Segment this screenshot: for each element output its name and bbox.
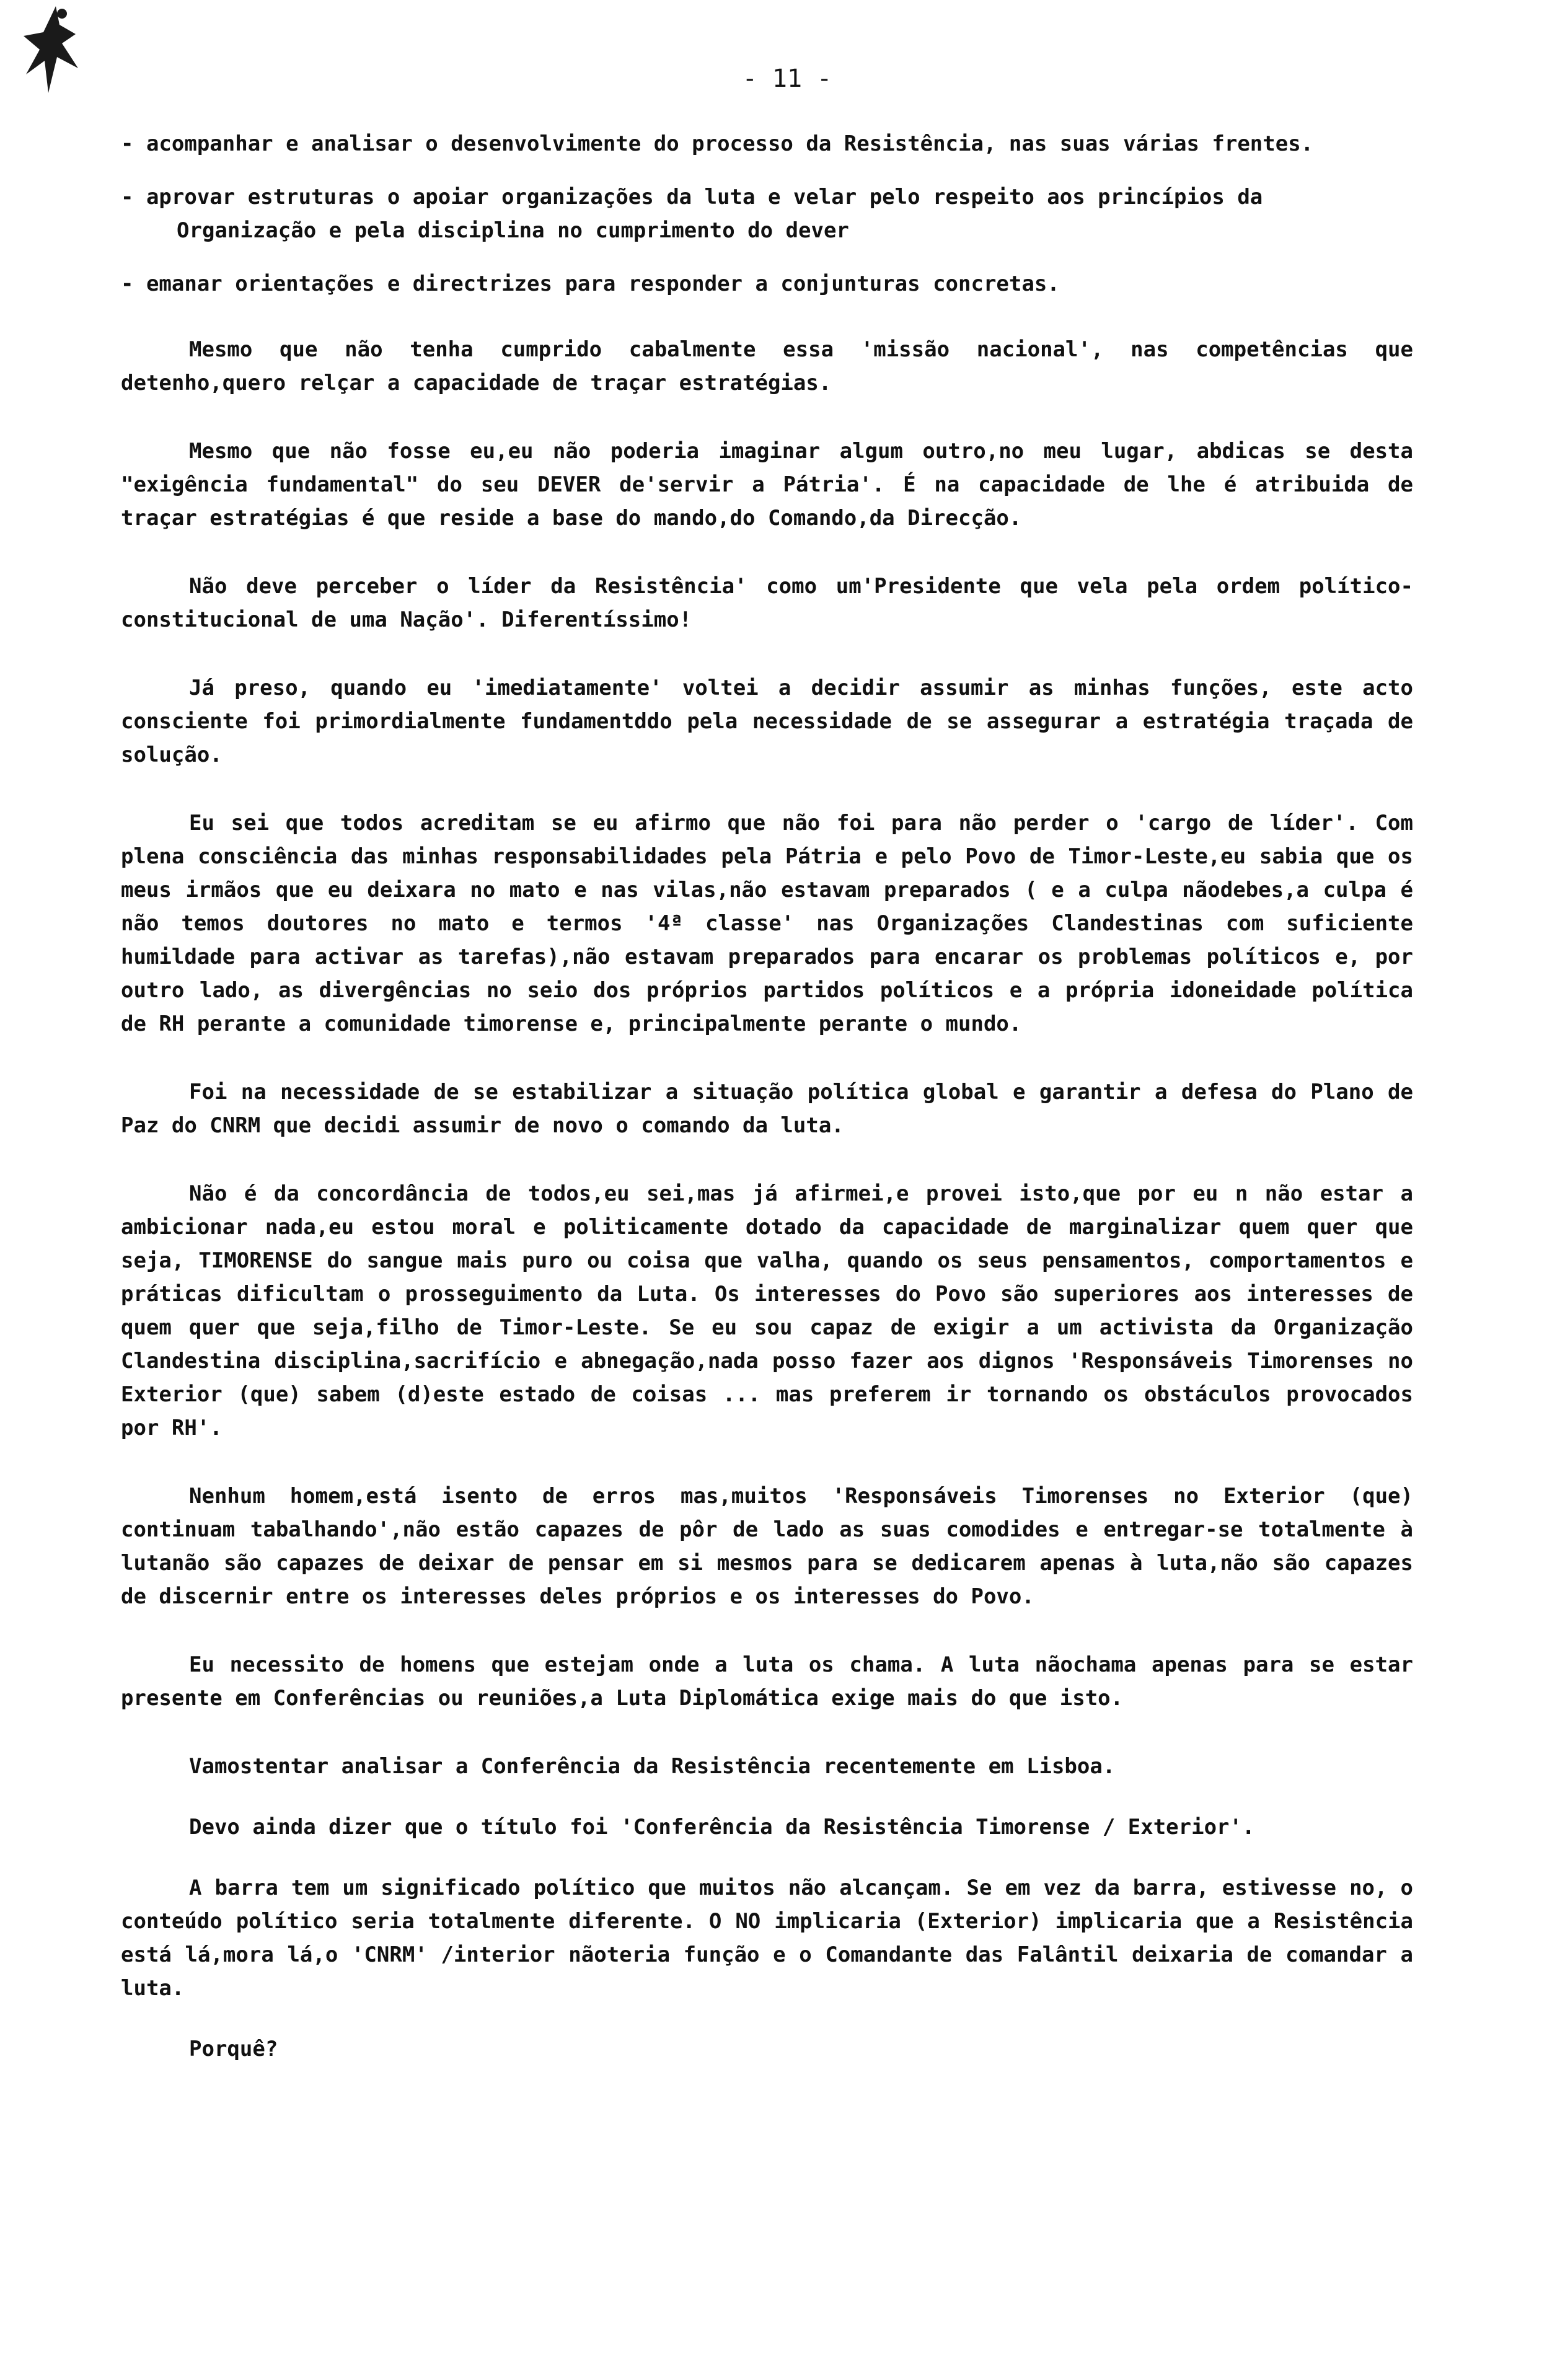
paragraph: A barra tem um significado político que muitos não alcançam. Se em vez da barra, estivesse no, o conteúdo político seria totalmente diferente. O NO implicaria (Exterior) implicaria que a Resistência está lá,mora lá,o 'CNRM' /interior nãoteria função e o Comandante das Falântil deixaria de comandar a luta.	[121, 1875, 1413, 2001]
paragraph: Eu sei que todos acreditam se eu afirmo que não foi para não perder o 'cargo de líder'. Com plena consciência das minhas responsabilidades pela Pátria e pelo Povo de Timor-Leste,eu sabia que os meus irmãos que eu deixara no mato e nas vilas,não estavam preparados ( e a culpa nãodebes,a culpa é não temos doutores no mato e termos '4ª classe' nas Organizações Clandestinas com suficiente humildade para activar as tarefas),não estavam preparados para encarar os problemas políticos e, por outro lado, as divergências no seio dos próprios partidos políticos e a própria idoneidade política de RH perante a comunidade timorense e, principalmente perante o mundo.	[121, 811, 1413, 1036]
paragraph: Eu necessito de homens que estejam onde a luta os chama. A luta nãochama apenas para se estar presente em Conferências ou reuniões,a Luta Diplomática exige mais do que isto.	[121, 1652, 1413, 1711]
document-body	[121, 127, 1413, 2100]
bullet-item: - aprovar estruturas o apoiar organizações da luta e velar pelo respeito aos princípios da Organização e pela disciplina no cumprimento do dever	[121, 185, 1263, 243]
bullet-item: - emanar orientações e directrizes para responder a conjunturas concretas.	[121, 271, 1060, 296]
bullet-item: - acompanhar e analisar o desenvolvimente do processo da Resistência, nas suas várias frentes.	[121, 131, 1314, 156]
paragraph: Não deve perceber o líder da Resistência' como um'Presidente que vela pela ordem político-constitucional de uma Nação'. Diferentíssimo!	[121, 574, 1413, 632]
paragraph: Vamostentar analisar a Conferência da Resistência recentemente em Lisboa.	[189, 1754, 1116, 1779]
paragraph: Mesmo que não tenha cumprido cabalmente essa 'missão nacional', nas competências que detenho,quero relçar a capacidade de traçar estratégias.	[121, 337, 1413, 395]
paragraph: Porquê?	[189, 2037, 278, 2061]
paragraph: Devo ainda dizer que o título foi 'Conferência da Resistência Timorense / Exterior'.	[189, 1815, 1255, 1840]
ink-blot-mark	[19, 0, 93, 105]
paragraph: Já preso, quando eu 'imediatamente' voltei a decidir assumir as minhas funções, este acto consciente foi primordialmente fundamentddo pela necessidade de se assegurar a estratégia traçada de solução.	[121, 676, 1413, 767]
page-number: - 11 -	[742, 64, 832, 93]
paragraph: Foi na necessidade de se estabilizar a situação política global e garantir a defesa do Plano de Paz do CNRM que decidi assumir de novo o comando da luta.	[121, 1080, 1413, 1138]
paragraph: Mesmo que não fosse eu,eu não poderia imaginar algum outro,no meu lugar, abdicas se desta "exigência fundamental" do seu DEVER de'servir a Pátria'. É na capacidade de lhe é atribuida de traçar estratégias é que reside a base do mando,do Comando,da Direcção.	[121, 439, 1413, 531]
paragraph: Nenhum homem,está isento de erros mas,muitos 'Responsáveis Timorenses no Exterior (que) continuam tabalhando',não estão capazes de pôr de lado as suas comodides e entregar-se totalmente à lutanão são capazes de deixar de pensar em si mesmos para se dedicarem apenas à luta,não são capazes de discernir entre os interesses deles próprios e os interesses do Povo.	[121, 1484, 1413, 1609]
paragraph: Não é da concordância de todos,eu sei,mas já afirmei,e provei isto,que por eu n não estar a ambicionar nada,eu estou moral e politicamente dotado da capacidade de marginalizar quem quer que seja, TIMORENSE do sangue mais puro ou coisa que valha, quando os seus pensamentos, comportamentos e práticas dificultam o prosseguimento da Luta. Os interesses do Povo são superiores aos interesses de quem quer que seja,filho de Timor-Leste. Se eu sou capaz de exigir a um activista da Organização Clandestina disciplina,sacrifício e abnegação,nada posso fazer aos dignos 'Responsáveis Timorenses no Exterior (que) sabem (d)este estado de coisas ... mas preferem ir tornando os obstáculos provocados por RH'.	[121, 1181, 1413, 1440]
